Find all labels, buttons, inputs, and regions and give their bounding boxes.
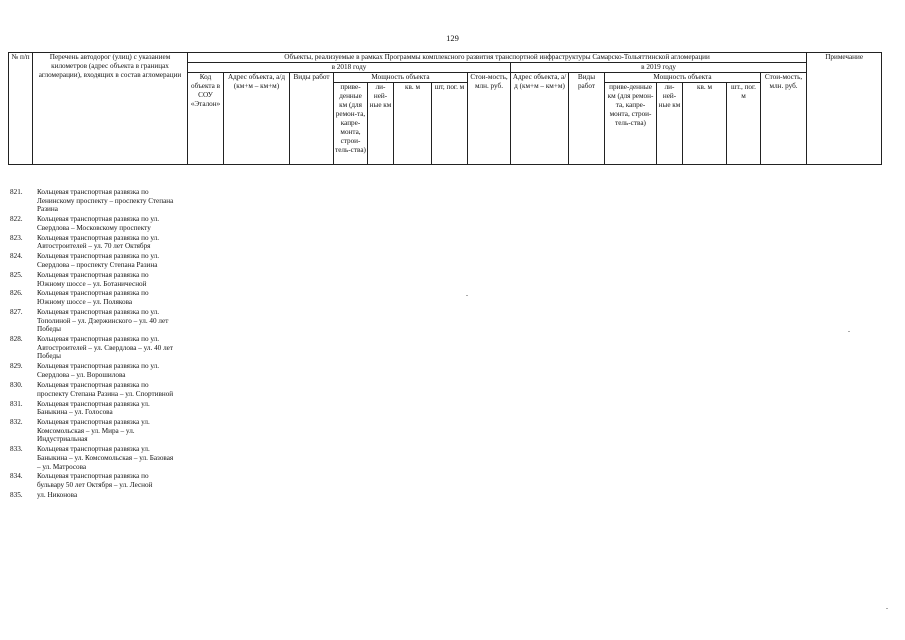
scan-speck: - — [466, 293, 468, 299]
table-row — [10, 188, 210, 214]
row-name: Кольцевая транспортная развязка по ул. Автостроителей – ул. 70 лет Октября — [37, 233, 160, 251]
table-row — [10, 418, 210, 444]
header-linear-km-2019: ли-ней-ные км — [657, 83, 683, 165]
header-code: Код объекта в СОУ «Эталон» — [188, 73, 224, 165]
table-row — [10, 215, 210, 232]
header-cost-2018: Стои-мость, млн. руб. — [468, 73, 511, 165]
page-number: 129 — [446, 33, 459, 43]
header-sq-m-2019: кв. м — [683, 83, 727, 165]
header-capacity-2018: Мощность объекта — [334, 73, 468, 83]
row-number: 835. — [10, 491, 23, 500]
table-row — [10, 289, 210, 306]
row-number: 828. — [10, 335, 23, 344]
row-name: Кольцевая транспортная развязка по ул. Автостроителей – ул. Свердлова – ул. 40 лет Победы — [37, 335, 173, 361]
header-note: Примечание — [807, 53, 882, 165]
table-row — [10, 362, 210, 379]
header-table — [8, 52, 882, 165]
row-number: 829. — [10, 362, 23, 371]
header-num: № п/п — [9, 53, 33, 165]
row-number: 830. — [10, 380, 23, 389]
scan-speck: - — [886, 606, 888, 612]
table-row — [10, 491, 210, 500]
row-name: Кольцевая транспортная развязка по Южному шоссе – ул. Полякова — [37, 289, 149, 307]
row-name: Кольцевая транспортная развязка ул. Баныкина – ул. Комсомольская – ул. Базовая – ул. Матросова — [37, 445, 174, 471]
table-row — [10, 472, 210, 489]
table-row — [10, 308, 210, 334]
header-pcs-2018: шт, пог. м — [432, 83, 468, 165]
row-name: Кольцевая транспортная развязка ул. Комсомольская – ул. Мира – ул. Индустриальная — [37, 418, 150, 444]
table-row — [10, 234, 210, 251]
header-linear-km-2018: ли-ней-ные км — [368, 83, 394, 165]
table-row — [10, 252, 210, 269]
row-number: 827. — [10, 308, 23, 317]
table-row — [10, 381, 210, 398]
header-cost-2019: Стои-мость, млн. руб. — [761, 73, 807, 165]
row-name: Кольцевая транспортная развязка по ул. Свердлова – проспекту Степана Разина — [37, 252, 160, 269]
header-year-2019: в 2019 году — [511, 63, 807, 73]
row-name: Кольцевая транспортная развязка по бульвару 50 лет Октября – ул. Лесной — [37, 472, 153, 490]
table-row — [10, 400, 210, 417]
table-row — [10, 445, 210, 471]
header-works-2019: Виды работ — [569, 73, 605, 165]
row-name: Кольцевая транспортная развязка по проспекту Степана Разина – ул. Спортивной — [37, 380, 174, 398]
row-number: 822. — [10, 215, 23, 224]
row-name: Кольцевая транспортная развязка по ул. Свердлова – ул. Ворошилова — [37, 362, 160, 379]
scan-speck: - — [848, 329, 850, 335]
row-name: Кольцевая транспортная развязка ул. Баныкина – ул. Голосова — [37, 399, 150, 417]
header-pcs-2019: шт., пог. м — [727, 83, 761, 165]
row-number: 821. — [10, 188, 23, 196]
row-number: 825. — [10, 270, 23, 279]
road-list — [10, 188, 210, 501]
row-number: 831. — [10, 399, 23, 408]
row-number: 824. — [10, 252, 23, 261]
row-number: 823. — [10, 233, 23, 242]
header-objects: Объекты, реализуемые в рамках Программы комплексного развития транспортной инфраструктуры Самарско-Тольяттинской агломерации — [188, 53, 807, 63]
row-name: Кольцевая транспортная развязка по ул. Тополиной – ул. Дзержинского – ул. 40 лет Победы — [37, 308, 169, 334]
row-name: ул. Никонова — [37, 491, 78, 500]
row-name: Кольцевая транспортная развязка по Южному шоссе – ул. Ботаничесной — [37, 270, 149, 288]
header-address-2019: Адрес объекта, а/д (км+м – км+м) — [511, 73, 569, 165]
header-sq-m-2018: кв. м — [394, 83, 432, 165]
row-number: 834. — [10, 472, 23, 481]
header-road-list: Перечень автодорог (улиц) с указанием километров (адрес объекта в границах агломерации), входящих в состав агломерации — [33, 53, 188, 165]
header-reduced-km-2019: приве-денные км (для ремон-та, капре-монта, строи-тель-ства) — [605, 83, 657, 165]
table-row — [10, 271, 210, 288]
header-year-2018: в 2018 году — [188, 63, 511, 73]
header-works-2018: Виды работ — [290, 73, 334, 165]
row-name: Кольцевая транспортная развязка по ул. Свердлова – Московскому проспекту — [37, 215, 160, 232]
row-name: Кольцевая транспортная развязка по Ленинскому проспекту – проспекту Степана Разина — [37, 188, 174, 214]
header-reduced-km-2018: приве-денные км (для ремон-та, капре-монта, строи-тель-ства) — [334, 83, 368, 165]
header-capacity-2019: Мощность объекта — [605, 73, 761, 83]
table-row — [10, 335, 210, 361]
row-number: 833. — [10, 445, 23, 454]
header-address-2018: Адрес объекта, а/д (км+м – км+м) — [224, 73, 290, 165]
row-number: 826. — [10, 289, 23, 298]
row-number: 832. — [10, 418, 23, 427]
